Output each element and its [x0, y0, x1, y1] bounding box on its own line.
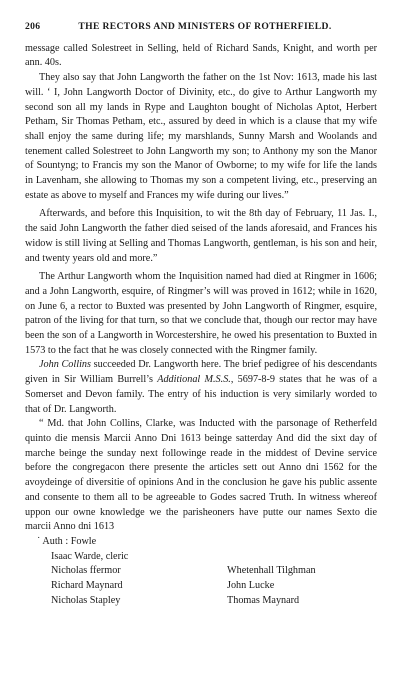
- running-head: THE RECTORS AND MINISTERS OF ROTHERFIELD.: [78, 21, 332, 32]
- signature-column-right: [227, 550, 377, 609]
- paragraph-5-text: succeeded Dr. Langworth here. The brief pedigree of his descendants given in Sir William Burrell’s: [25, 359, 377, 386]
- signature-name: Richard Maynard: [51, 579, 123, 591]
- signature-column-left: [37, 550, 227, 609]
- source-title-italic: Additional M.S.S.: [157, 374, 231, 386]
- paragraph-1: message called Solestreet in Selling, held of Richard Sands, Knight, and worth per ann. 40s.: [25, 42, 377, 69]
- paragraph-3-inquisition: Afterwards, and before this Inquisition, to wit the 8th day of February, 11 Jas. I., the said John Langworth the father died seised of the lands aforesaid, and Frances his widow is still living at Selling and Thomas Langworth, gentleman, is his son and heir, and twenty years old and more.”: [25, 208, 377, 264]
- auth-mark: ˙: [37, 535, 43, 547]
- signature-columns: [37, 550, 377, 609]
- paragraph-4-arthur-langworth: The Arthur Langworth whom the Inquisition named had died at Ringmer in 1606; and a John Langworth, esquire, of Ringmer’s will was proved in 1612; while in 1620, on June 6, a rector to Buxted was presented by John Langworth of Ringmer, esquire, patron of the living for that turn, so that we conclude that, though our rector may have been the son of a Langworth in Worcestershire, he owed his presentation to Buxted in 1573 to the fact that he was closely connected with the Ringmer family.: [25, 271, 377, 356]
- signature-block: [25, 535, 377, 608]
- signature-spacer: [227, 550, 377, 565]
- paragraph-2-will: They also say that John Langworth the father on the 1st Nov: 1613, made his last will. ‘ I, John Langworth Doctor of Divinity, etc., do give to Arthur Langworth my second son all my lands in Rype and Laughton bought of Nicholas Aptot, Herbert Petham, Sir Thomas Petham, etc., assured by deed in which is a clause that my wife shall enjoy the same during life; my marshlands, Sunny Marsh and Woolands and tenement called Solestreet to John Langworth my son; to Anthony my son the Manor of Sountyng; to Francis my son the Manor of Owborne; to my wife for life the lands in Lavenham, she allowing to Thomas my son a competent living, etc., preserving an estate as above to myself and Frances my wife during our lives.”: [25, 72, 377, 201]
- signature-name: John Lucke: [227, 579, 275, 591]
- signature-name: Nicholas ffermor: [51, 565, 121, 577]
- signature-name: Nicholas Stapley: [51, 594, 121, 606]
- page-header: [25, 20, 377, 35]
- collins-name-italic: John Collins: [39, 359, 91, 371]
- paragraph-5-text-end: , 5697-8-9 states that he was of a Somerset and Devon family. The entry of his induction is very similarly worded to that of Dr. Langworth.: [25, 374, 377, 415]
- paragraph-6-induction-record: “ Md. that John Collins, Clarke, was Inducted with the parsonage of Retherfeld quinto die mensis Marcii Anno Dni 1613 beinge satterday And did the sixt day of marche beinge the sunday next followinge reade in the middest of Devine service before the congregacon there presente the articles sett out Anno dni 1562 for the avoydeinge of diversitie of opinions And in the conclusion he gave his public assente and consente to them all to be agreeable to Godes sacred Truth. In witness whereof uppon our owne knowledge we the parisheoners have putte our names Sexto die marcii Anno dni 1613: [25, 418, 377, 533]
- auth-label: Auth : Fowle: [42, 535, 97, 547]
- signature-name: Thomas Maynard: [227, 594, 300, 606]
- page-number: 206: [25, 21, 41, 32]
- signature-name: Isaac Warde, cleric: [51, 550, 129, 562]
- paragraph-5-john-collins: [25, 358, 377, 417]
- signature-auth: [37, 535, 377, 550]
- signature-name: Whetenhall Tilghman: [227, 565, 316, 577]
